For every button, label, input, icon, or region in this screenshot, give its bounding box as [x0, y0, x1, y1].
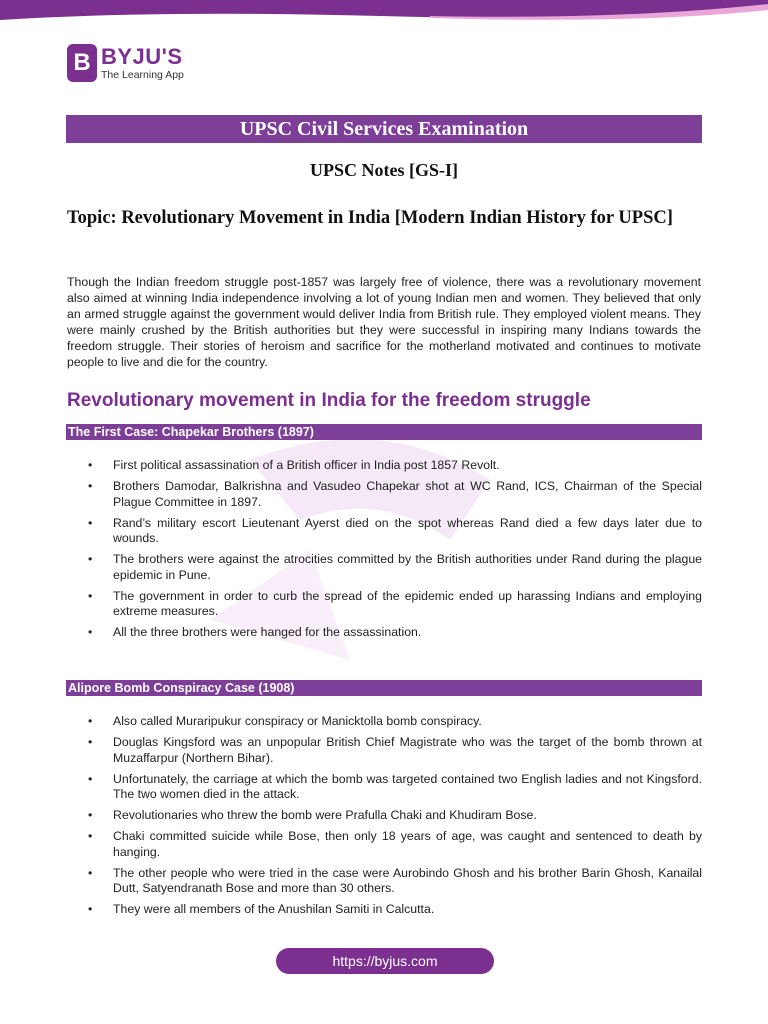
notes-subtitle: UPSC Notes [GS-I]	[310, 160, 458, 180]
section-heading: Revolutionary movement in India for the freedom struggle	[67, 390, 591, 411]
footer-url-link[interactable]: https://byjus.com	[276, 948, 494, 974]
logo-wordmark	[101, 43, 184, 81]
topic-heading: Topic: Revolutionary Movement in India [Modern Indian History for UPSC]	[67, 208, 673, 228]
list-item: • Also called Muraripukur conspiracy or Manicktolla bomb conspiracy.	[88, 714, 702, 730]
logo-mark-icon: B	[67, 44, 97, 82]
list-item: • Brothers Damodar, Balkrishna and Vasudeo Chapekar shot at WC Rand, ICS, Chairman of the Special Plague Committee in 1897.	[88, 479, 702, 510]
list-item: • All the three brothers were hanged for the assassination.	[88, 625, 702, 641]
intro-paragraph: Though the Indian freedom struggle post-1857 was largely free of violence, there was a revolutionary movement also aimed at winning India independence involving a lot of young Indian men and women. They believed that only an armed struggle against the government would deliver India from British rule. They employed violent means. They were mainly crushed by the British authorities but they were successful in inspiring many Indians towards the freedom struggle. Their stories of heroism and sacrifice for the motherland motivated and continues to motivate people to live and die for the country.	[67, 275, 701, 369]
case-title-chapekar: The First Case: Chapekar Brothers (1897)	[66, 424, 702, 440]
list-item: • Unfortunately, the carriage at which the bomb was targeted contained two English ladies and not Kingsford. The two women died in the attack.	[88, 772, 702, 803]
case-title-alipore: Alipore Bomb Conspiracy Case (1908)	[66, 680, 702, 696]
list-item: • Rand’s military escort Lieutenant Ayerst died on the spot whereas Rand died a few days later due to wounds.	[88, 516, 702, 547]
main-title-bar: UPSC Civil Services Examination	[66, 115, 702, 143]
brand-tagline: The Learning App	[101, 68, 184, 81]
alipore-bullet-list	[88, 714, 702, 923]
chapekar-bullet-list	[88, 458, 702, 646]
list-item: • The brothers were against the atrocities committed by the British authorities under Rand during the plague epidemic in Pune.	[88, 552, 702, 583]
brand-name: BYJU'S	[101, 43, 183, 69]
list-item: • First political assassination of a British officer in India post 1857 Revolt.	[88, 458, 702, 474]
list-item: • The other people who were tried in the case were Aurobindo Ghosh and his brother Barin Ghosh, Kanailal Dutt, Satyendranath Bose and more than 30 others.	[88, 866, 702, 897]
list-item: • Revolutionaries who threw the bomb were Prafulla Chaki and Khudiram Bose.	[88, 808, 702, 824]
list-item: • Douglas Kingsford was an unpopular British Chief Magistrate who was the target of the bomb thrown at Muzaffarpur (Northern Bihar).	[88, 735, 702, 766]
list-item: • Chaki committed suicide while Bose, then only 18 years of age, was caught and sentenced to death by hanging.	[88, 829, 702, 860]
list-item: • They were all members of the Anushilan Samiti in Calcutta.	[88, 902, 702, 918]
top-decorative-band	[0, 0, 768, 22]
byjus-logo	[67, 44, 184, 82]
list-item: • The government in order to curb the spread of the epidemic ended up harassing Indians and employing extreme measures.	[88, 589, 702, 620]
